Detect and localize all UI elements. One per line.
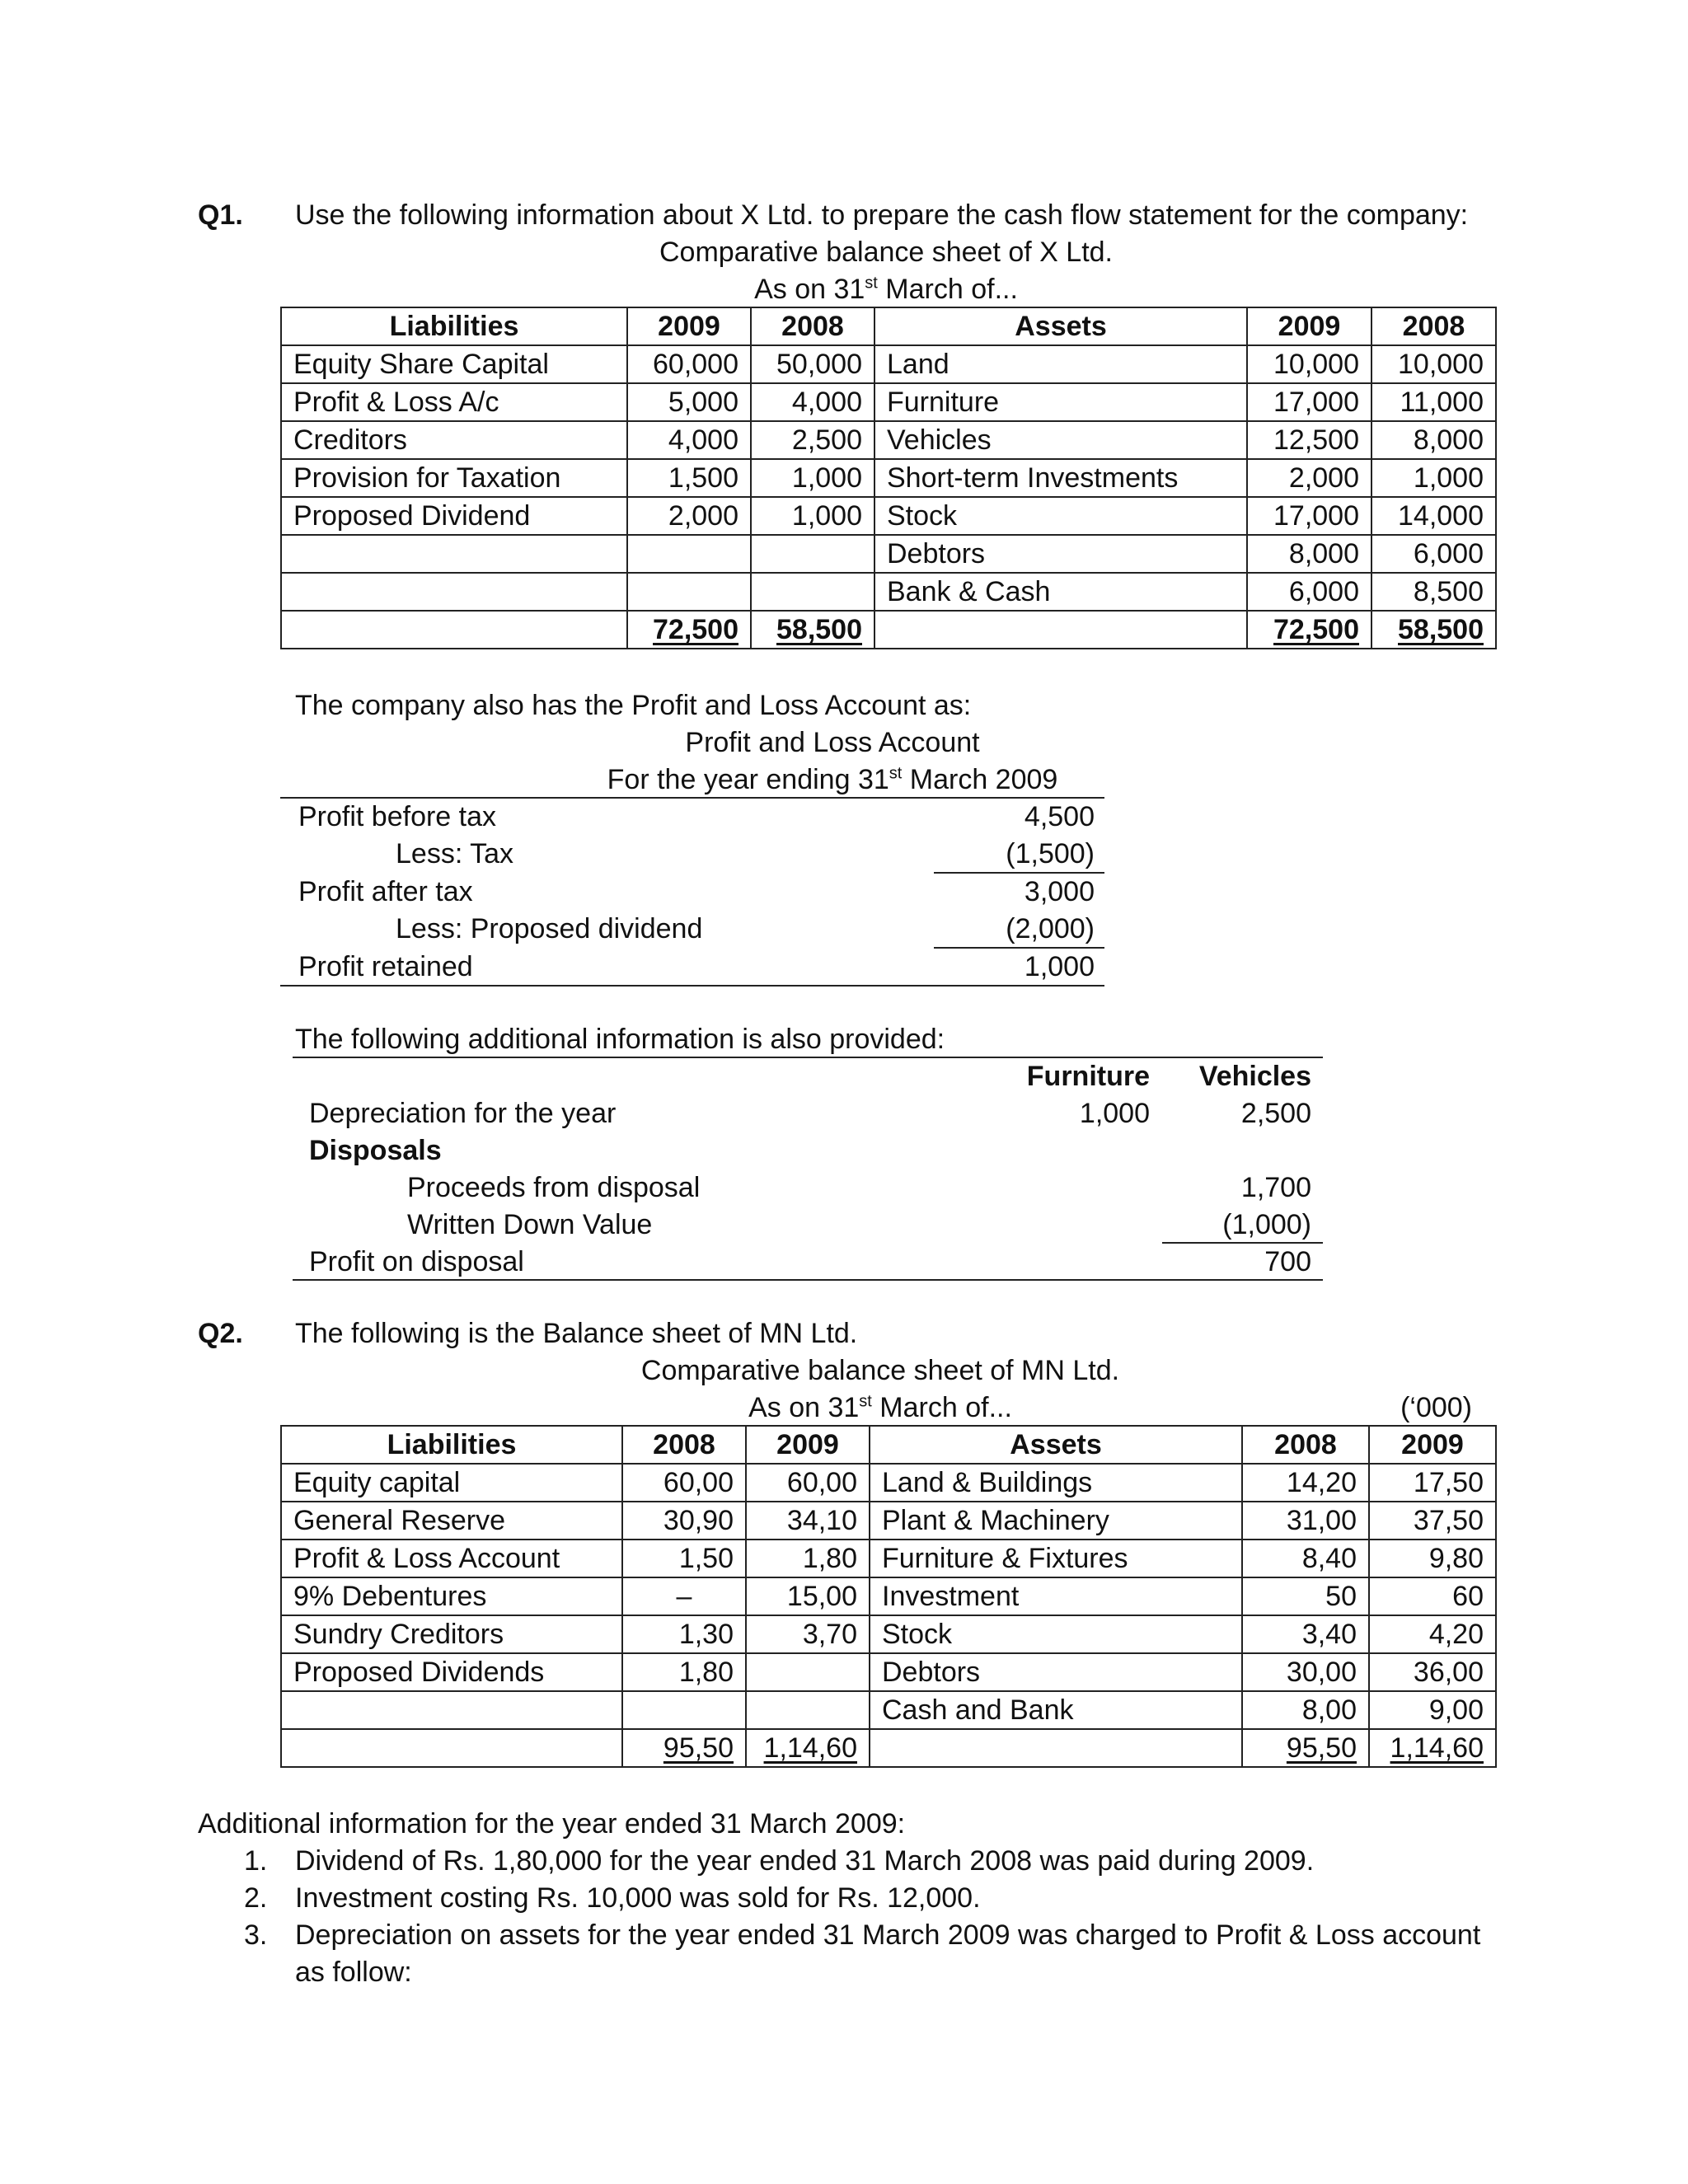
header-liabilities: Liabilities [281, 307, 627, 345]
header-year: 2008 [1242, 1426, 1369, 1464]
list-number: 3. [244, 1919, 268, 1951]
total-row: 95,50 1,14,60 95,50 1,14,60 [281, 1729, 1496, 1767]
table-row: Bank & Cash 6,000 8,500 [281, 573, 1496, 611]
q2-units: (‘000) [1400, 1392, 1472, 1423]
proceeds-vehicles: 1,700 [1240, 1172, 1311, 1203]
depreciation-vehicles: 2,500 [1240, 1098, 1311, 1129]
q2-label: Q2. [198, 1318, 243, 1349]
q1-pl-subtitle: For the year ending 31st March 2009 [607, 764, 1058, 795]
rule [280, 797, 1104, 799]
q1-pl-title: Profit and Loss Account [685, 727, 980, 758]
list-number: 2. [244, 1882, 268, 1914]
wdv-vehicles: (1,000) [1222, 1209, 1311, 1240]
list-item: Depreciation on assets for the year ended 31 March 2009 was charged to Profit & Loss account [295, 1919, 1481, 1951]
pl-label: Profit after tax [298, 876, 473, 907]
header-year: 2008 [622, 1426, 746, 1464]
header-vehicles: Vehicles [1198, 1061, 1311, 1092]
table-row: Creditors 4,000 2,500 Vehicles 12,500 8,000 [281, 421, 1496, 459]
list-item: Investment costing Rs. 10,000 was sold for Rs. 12,000. [295, 1882, 981, 1914]
q1-bs-asof: As on 31st March of... [754, 274, 1018, 305]
proceeds-label: Proceeds from disposal [407, 1172, 701, 1203]
pl-label: Less: Proposed dividend [396, 913, 703, 944]
q1-balance-sheet [280, 307, 1497, 649]
q1-additional-intro: The following additional information is also provided: [295, 1024, 945, 1055]
table-row: Profit & Loss A/c 5,000 4,000 Furniture 17,000 11,000 [281, 383, 1496, 421]
header-year: 2009 [627, 307, 751, 345]
header-year: 2008 [751, 307, 874, 345]
table-row: Cash and Bank 8,00 9,00 [281, 1691, 1496, 1729]
table-row: Profit & Loss Account 1,50 1,80 Furniture & Fixtures 8,40 9,80 [281, 1540, 1496, 1577]
profit-disposal-label: Profit on disposal [309, 1246, 524, 1277]
q2-bs-asof: As on 31st March of... [748, 1392, 1012, 1423]
rule [1162, 1242, 1323, 1244]
pl-value: 3,000 [1024, 876, 1095, 907]
q1-bs-title: Comparative balance sheet of X Ltd. [659, 237, 1113, 268]
q1-label: Q1. [198, 199, 243, 231]
rule [280, 985, 1104, 987]
q1-intro: Use the following information about X Ltd. to prepare the cash flow statement for the company: [295, 199, 1469, 231]
pl-value: 4,500 [1024, 801, 1095, 832]
header-furniture: Furniture [1026, 1061, 1150, 1092]
header-liabilities: Liabilities [281, 1426, 622, 1464]
rule [293, 1279, 1323, 1281]
header-year: 2009 [746, 1426, 870, 1464]
pl-value: 1,000 [1024, 951, 1095, 982]
header-assets: Assets [870, 1426, 1242, 1464]
depreciation-label: Depreciation for the year [309, 1098, 617, 1129]
rule [293, 1057, 1323, 1058]
pl-label: Profit before tax [298, 801, 497, 832]
list-item-continuation: as follow: [295, 1957, 412, 1988]
pl-value: (1,500) [1006, 838, 1095, 869]
rule [934, 947, 1104, 949]
table-row: 9% Debentures – 15,00 Investment 50 60 [281, 1577, 1496, 1615]
pl-label: Profit retained [298, 951, 473, 982]
table-row: Sundry Creditors 1,30 3,70 Stock 3,40 4,20 [281, 1615, 1496, 1653]
table-row: Proposed Dividends 1,80 Debtors 30,00 36,00 [281, 1653, 1496, 1691]
q2-intro: The following is the Balance sheet of MN Ltd. [295, 1318, 858, 1349]
q2-additional-intro: Additional information for the year ended 31 March 2009: [198, 1808, 906, 1840]
header-assets: Assets [874, 307, 1247, 345]
q2-balance-sheet [280, 1425, 1497, 1768]
rule [934, 872, 1104, 874]
q2-bs-title: Comparative balance sheet of MN Ltd. [640, 1355, 1120, 1386]
wdv-label: Written Down Value [407, 1209, 653, 1240]
disposals-heading: Disposals [309, 1135, 442, 1166]
list-item: Dividend of Rs. 1,80,000 for the year ended 31 March 2008 was paid during 2009. [295, 1845, 1315, 1877]
list-number: 1. [244, 1845, 268, 1877]
total-row: 72,500 58,500 72,500 58,500 [281, 611, 1496, 649]
header-year: 2009 [1247, 307, 1372, 345]
pl-label: Less: Tax [396, 838, 514, 869]
table-row: Debtors 8,000 6,000 [281, 535, 1496, 573]
header-year: 2008 [1372, 307, 1496, 345]
table-row: Equity capital 60,00 60,00 Land & Buildings 14,20 17,50 [281, 1464, 1496, 1502]
header-year: 2009 [1369, 1426, 1496, 1464]
table-row: Equity Share Capital 60,000 50,000 Land 10,000 10,000 [281, 345, 1496, 383]
pl-value: (2,000) [1006, 913, 1095, 944]
profit-disposal-vehicles: 700 [1264, 1246, 1311, 1277]
table-row: Proposed Dividend 2,000 1,000 Stock 17,000 14,000 [281, 497, 1496, 535]
table-row: Provision for Taxation 1,500 1,000 Short-term Investments 2,000 1,000 [281, 459, 1496, 497]
table-row: General Reserve 30,90 34,10 Plant & Machinery 31,00 37,50 [281, 1502, 1496, 1540]
depreciation-furniture: 1,000 [1079, 1098, 1150, 1129]
q1-pl-intro: The company also has the Profit and Loss Account as: [295, 690, 972, 721]
